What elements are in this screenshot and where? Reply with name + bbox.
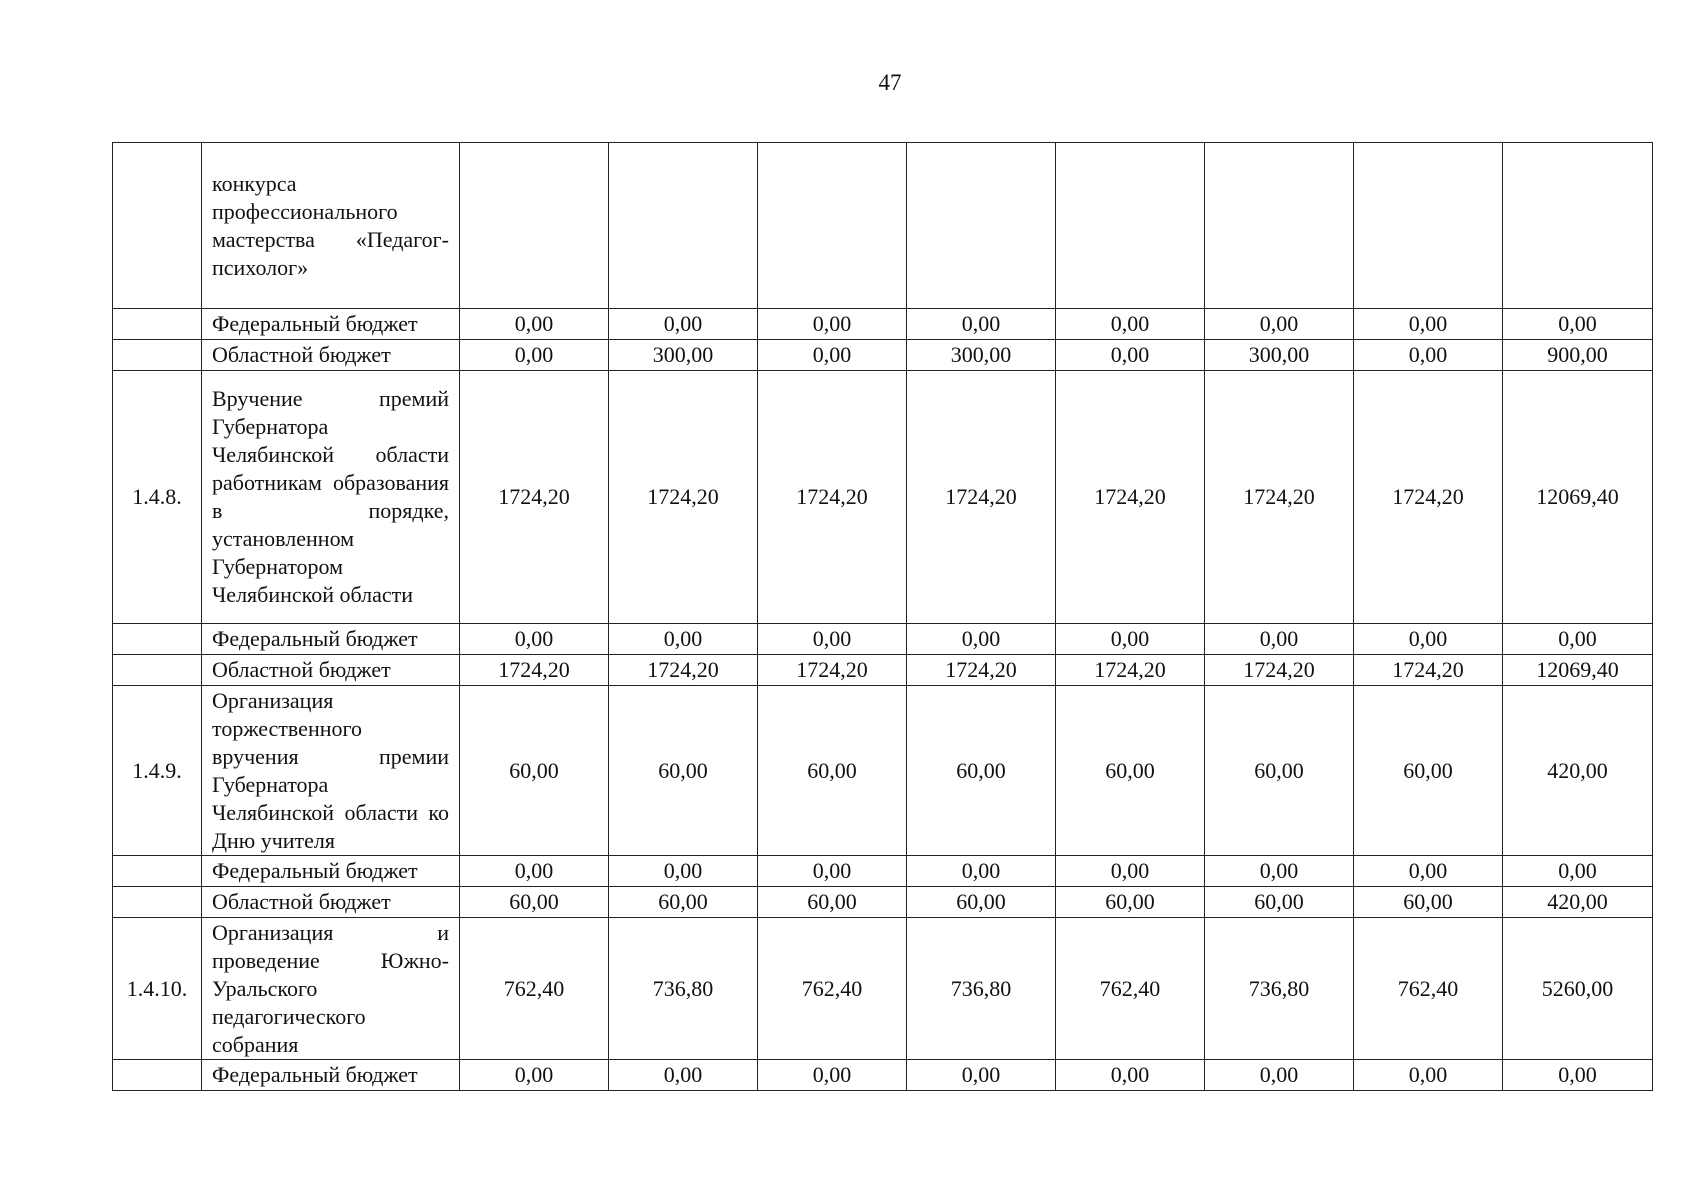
funding-source-label: Федеральный бюджет [202, 856, 460, 887]
year-value-cell: 736,80 [609, 918, 758, 1060]
year-value-cell: 0,00 [609, 624, 758, 655]
year-value-cell: 0,00 [609, 309, 758, 340]
year-value-cell: 1724,20 [460, 655, 609, 686]
year-value-cell: 762,40 [1056, 918, 1205, 1060]
year-value-cell: 0,00 [907, 309, 1056, 340]
year-value-cell: 0,00 [758, 624, 907, 655]
year-value-cell: 60,00 [460, 887, 609, 918]
year-value-cell: 0,00 [460, 340, 609, 371]
year-value-cell: 0,00 [1205, 856, 1354, 887]
year-value-cell: 300,00 [609, 340, 758, 371]
year-value-cell: 1724,20 [460, 371, 609, 624]
funding-source-label: Федеральный бюджет [202, 1060, 460, 1091]
year-value-cell: 0,00 [1056, 1060, 1205, 1091]
year-value-cell: 1724,20 [1354, 655, 1503, 686]
total-value-cell: 12069,40 [1503, 371, 1653, 624]
year-value-cell: 0,00 [758, 340, 907, 371]
year-value-cell: 0,00 [907, 1060, 1056, 1091]
funding-source-label: Федеральный бюджет [202, 624, 460, 655]
total-value-cell: 420,00 [1503, 887, 1653, 918]
year-value-cell: 762,40 [460, 918, 609, 1060]
year-value-cell: 0,00 [1205, 1060, 1354, 1091]
year-value-cell: 0,00 [460, 624, 609, 655]
year-value-cell [1056, 143, 1205, 309]
year-value-cell: 1724,20 [758, 655, 907, 686]
year-value-cell: 0,00 [758, 1060, 907, 1091]
budget-subrow [113, 856, 1653, 887]
year-value-cell: 0,00 [1354, 624, 1503, 655]
item-number [113, 887, 202, 918]
year-value-cell: 1724,20 [1205, 655, 1354, 686]
year-value-cell: 60,00 [1205, 887, 1354, 918]
year-value-cell: 60,00 [460, 686, 609, 856]
item-number [113, 655, 202, 686]
budget-item-row [113, 686, 1653, 856]
funding-source-label: Областной бюджет [202, 887, 460, 918]
total-value-cell: 12069,40 [1503, 655, 1653, 686]
item-number: 1.4.9. [113, 686, 202, 856]
year-value-cell: 0,00 [758, 309, 907, 340]
year-value-cell: 60,00 [1056, 887, 1205, 918]
total-value-cell: 0,00 [1503, 1060, 1653, 1091]
year-value-cell: 1724,20 [1205, 371, 1354, 624]
year-value-cell: 0,00 [609, 856, 758, 887]
budget-item-row [113, 371, 1653, 624]
item-number [113, 340, 202, 371]
year-value-cell: 0,00 [1205, 624, 1354, 655]
budget-item-row [113, 918, 1653, 1060]
budget-subrow [113, 887, 1653, 918]
year-value-cell: 762,40 [1354, 918, 1503, 1060]
year-value-cell: 60,00 [1205, 686, 1354, 856]
year-value-cell: 0,00 [460, 309, 609, 340]
item-number [113, 624, 202, 655]
total-value-cell: 0,00 [1503, 309, 1653, 340]
total-value-cell: 0,00 [1503, 856, 1653, 887]
budget-subrow [113, 309, 1653, 340]
budget-table [112, 142, 1653, 1091]
year-value-cell: 1724,20 [1354, 371, 1503, 624]
year-value-cell: 0,00 [1056, 624, 1205, 655]
item-number [113, 856, 202, 887]
year-value-cell: 0,00 [758, 856, 907, 887]
year-value-cell: 60,00 [907, 686, 1056, 856]
item-number: 1.4.8. [113, 371, 202, 624]
total-value-cell [1503, 143, 1653, 309]
year-value-cell [907, 143, 1056, 309]
budget-subrow [113, 624, 1653, 655]
year-value-cell: 1724,20 [1056, 655, 1205, 686]
year-value-cell: 762,40 [758, 918, 907, 1060]
funding-source-label: Областной бюджет [202, 655, 460, 686]
year-value-cell: 300,00 [907, 340, 1056, 371]
year-value-cell: 300,00 [1205, 340, 1354, 371]
year-value-cell: 60,00 [1056, 686, 1205, 856]
activity-name: Вручение премий Губернатора Челябинской области работникам образования в порядке, установленном Губернатором Челябинской области [202, 371, 460, 624]
year-value-cell: 60,00 [907, 887, 1056, 918]
year-value-cell: 60,00 [609, 887, 758, 918]
year-value-cell: 0,00 [1354, 1060, 1503, 1091]
year-value-cell: 0,00 [1354, 856, 1503, 887]
year-value-cell [609, 143, 758, 309]
year-value-cell: 60,00 [609, 686, 758, 856]
year-value-cell: 0,00 [460, 1060, 609, 1091]
year-value-cell: 60,00 [1354, 686, 1503, 856]
item-number [113, 309, 202, 340]
total-value-cell: 420,00 [1503, 686, 1653, 856]
total-value-cell: 0,00 [1503, 624, 1653, 655]
year-value-cell: 60,00 [758, 887, 907, 918]
year-value-cell: 0,00 [1056, 340, 1205, 371]
year-value-cell: 0,00 [1205, 309, 1354, 340]
year-value-cell: 1724,20 [758, 371, 907, 624]
year-value-cell: 1724,20 [907, 371, 1056, 624]
year-value-cell: 0,00 [907, 856, 1056, 887]
budget-subrow [113, 1060, 1653, 1091]
item-number [113, 143, 202, 309]
year-value-cell: 60,00 [758, 686, 907, 856]
year-value-cell: 0,00 [1354, 340, 1503, 371]
year-value-cell [758, 143, 907, 309]
year-value-cell [1205, 143, 1354, 309]
activity-name: Организация торжественного вручения премии Губернатора Челябинской области ко Дню учителя [202, 686, 460, 856]
year-value-cell: 1724,20 [907, 655, 1056, 686]
year-value-cell [1354, 143, 1503, 309]
year-value-cell: 0,00 [907, 624, 1056, 655]
year-value-cell: 1724,20 [609, 371, 758, 624]
funding-source-label: Областной бюджет [202, 340, 460, 371]
year-value-cell: 60,00 [1354, 887, 1503, 918]
budget-item-row [113, 143, 1653, 309]
year-value-cell: 736,80 [1205, 918, 1354, 1060]
page-number: 47 [878, 70, 902, 95]
year-value-cell: 0,00 [1056, 309, 1205, 340]
item-number: 1.4.10. [113, 918, 202, 1060]
funding-source-label: Федеральный бюджет [202, 309, 460, 340]
activity-name: конкурса профессионального мастерства «Педагог-психолог» [202, 143, 460, 309]
total-value-cell: 5260,00 [1503, 918, 1653, 1060]
total-value-cell: 900,00 [1503, 340, 1653, 371]
year-value-cell: 1724,20 [609, 655, 758, 686]
budget-subrow [113, 340, 1653, 371]
activity-name: Организация и проведение Южно-Уральского педагогического собрания [202, 918, 460, 1060]
year-value-cell: 0,00 [1354, 309, 1503, 340]
budget-subrow [113, 655, 1653, 686]
year-value-cell: 0,00 [460, 856, 609, 887]
year-value-cell: 0,00 [609, 1060, 758, 1091]
year-value-cell: 1724,20 [1056, 371, 1205, 624]
item-number [113, 1060, 202, 1091]
table-body [113, 143, 1653, 1091]
year-value-cell: 0,00 [1056, 856, 1205, 887]
year-value-cell: 736,80 [907, 918, 1056, 1060]
year-value-cell [460, 143, 609, 309]
